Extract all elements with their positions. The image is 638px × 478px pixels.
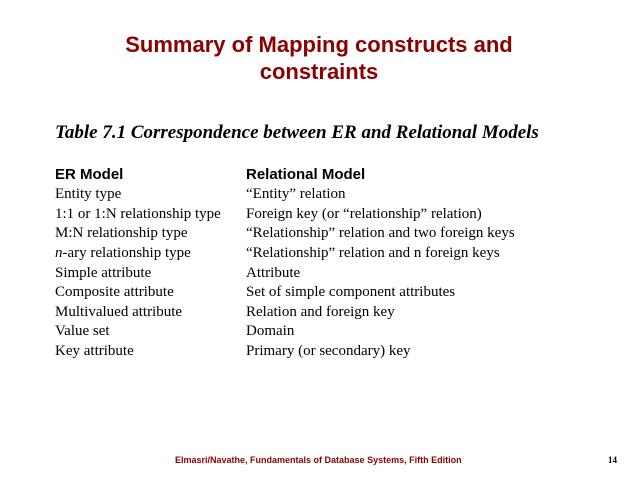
table-row: [55, 205, 515, 225]
table-row: [55, 224, 515, 244]
relational-model-header: Relational Model: [246, 165, 366, 183]
slide-title: [0, 31, 638, 85]
relational-cell: “Entity” relation: [246, 186, 346, 203]
table-row: [55, 244, 515, 264]
table-row: [55, 263, 515, 283]
er-cell: 1:1 or 1:N relationship type: [55, 205, 221, 222]
er-cell: Simple attribute: [55, 264, 152, 281]
er-cell: Multivalued attribute: [55, 303, 183, 320]
er-cell: [55, 245, 246, 262]
table-header-row: [55, 163, 515, 185]
relational-cell: Set of simple component attributes: [246, 284, 456, 301]
table-row: [55, 342, 515, 362]
table-caption: Table 7.1 Correspondence between ER and Relational Models: [55, 122, 539, 143]
er-model-header: ER Model: [55, 165, 124, 183]
slide-title-line-2: constraints: [259, 59, 379, 84]
page-number: 14: [608, 455, 617, 465]
er-cell-italic-prefix: n: [55, 245, 63, 262]
table-row: [55, 303, 515, 323]
table-row: [55, 322, 515, 342]
relational-cell: Foreign key (or “relationship” relation): [246, 205, 482, 222]
slide-footer: Elmasri/Navathe, Fundamentals of Database Systems, Fifth Edition: [175, 455, 462, 465]
table-row: [55, 185, 515, 205]
relational-cell: “Relationship” relation and two foreign keys: [246, 225, 515, 242]
correspondence-table: [55, 163, 515, 361]
relational-cell: Primary (or secondary) key: [246, 343, 411, 360]
er-cell: M:N relationship type: [55, 225, 188, 242]
relational-cell: “Relationship” relation and n foreign keys: [246, 245, 500, 262]
relational-cell: Domain: [246, 323, 295, 340]
er-cell: Key attribute: [55, 343, 134, 360]
er-cell: Composite attribute: [55, 284, 174, 301]
er-cell: Entity type: [55, 186, 122, 203]
table-row: [55, 283, 515, 303]
er-cell: Value set: [55, 323, 110, 340]
relational-cell: Attribute: [246, 264, 301, 281]
er-cell-suffix: -ary relationship type: [62, 245, 191, 262]
relational-cell: Relation and foreign key: [246, 303, 395, 320]
slide-title-line-1: Summary of Mapping constructs and: [125, 32, 513, 57]
